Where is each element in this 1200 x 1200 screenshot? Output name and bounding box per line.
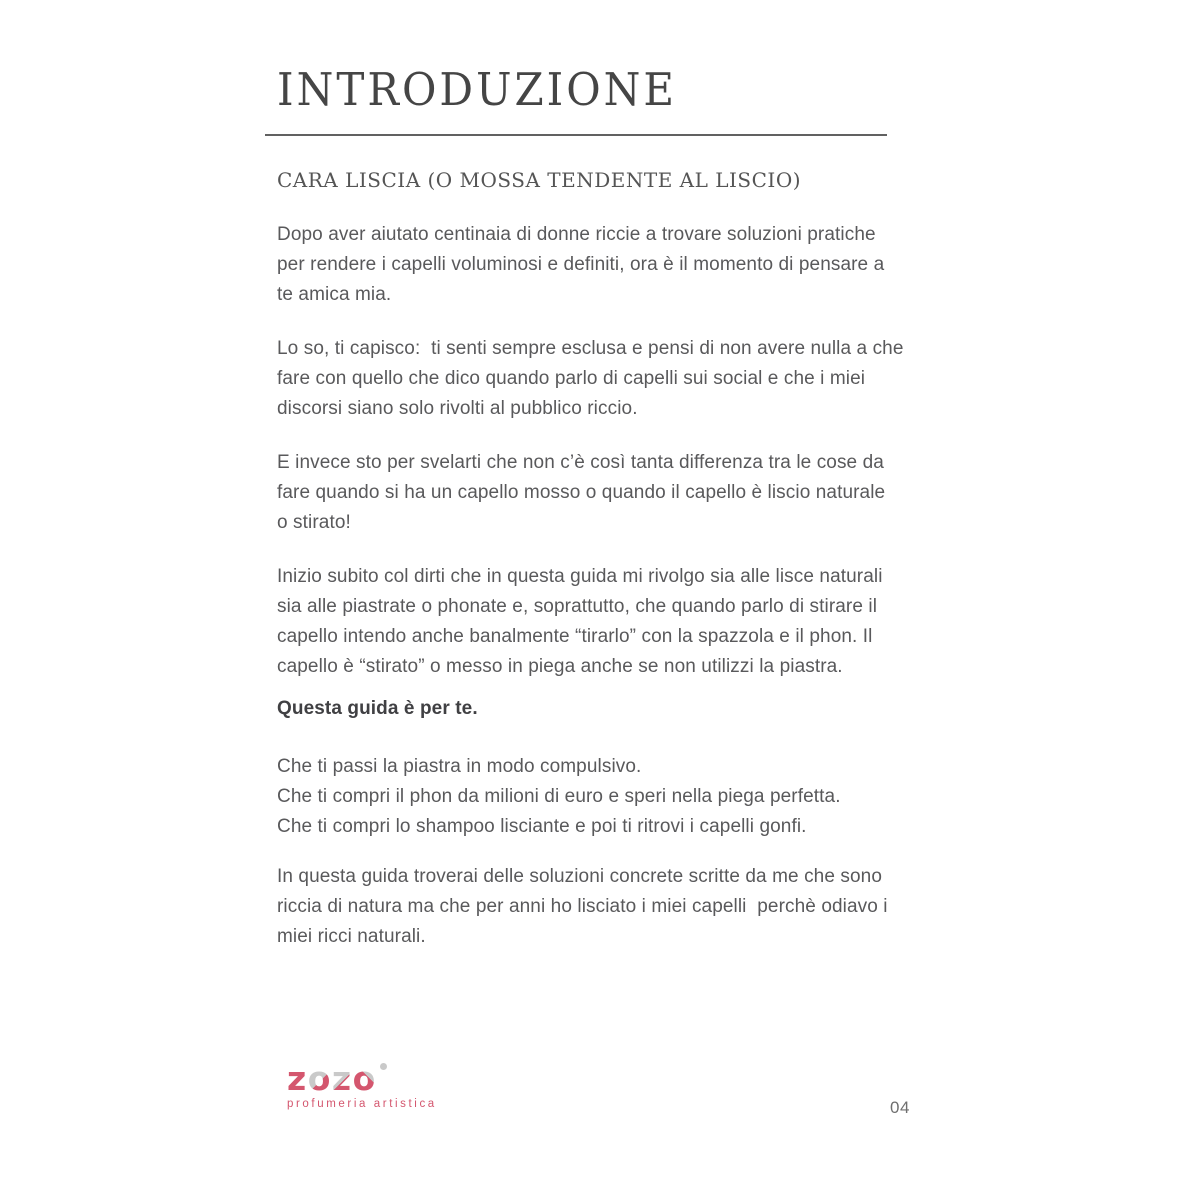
brand-logo	[287, 1059, 437, 1111]
statement-line: Che ti compri il phon da milioni di euro e speri nella piega perfetta.	[277, 786, 841, 807]
page-content	[277, 63, 957, 952]
logo-letter: z	[331, 1059, 353, 1098]
paragraph-line: Inizio subito col dirti che in questa guida mi rivolgo sia alle lisce naturali	[277, 566, 883, 587]
statement-line: Che ti compri lo shampoo lisciante e poi ti ritrovi i capelli gonfi.	[277, 816, 807, 837]
paragraph-line: capello intendo anche banalmente “tirarlo” con la spazzola e il phon. Il	[277, 626, 873, 647]
bold-heading: Questa guida è per te.	[277, 698, 478, 719]
paragraph-line: sia alle piastrate o phonate e, soprattutto, che quando parlo di stirare il	[277, 596, 878, 617]
paragraph	[277, 220, 957, 310]
paragraph-line: riccia di natura ma che per anni ho lisciato i miei capelli perchè odiavo i	[277, 896, 888, 917]
paragraph	[277, 562, 957, 682]
logo-letter: o	[352, 1059, 377, 1098]
logo-wordmark	[287, 1059, 377, 1098]
paragraph	[277, 448, 957, 538]
paragraph-line: capello è “stirato” o messo in piega anche se non utilizzi la piastra.	[277, 656, 843, 677]
paragraph-line: discorsi siano solo rivolti al pubblico riccio.	[277, 398, 638, 419]
logo-tagline: profumeria artistica	[287, 1098, 437, 1110]
logo-letter: o	[307, 1059, 332, 1098]
paragraph-line: fare con quello che dico quando parlo di capelli sui social e che i miei	[277, 368, 866, 389]
logo-dot-icon	[380, 1063, 387, 1070]
closing-paragraph	[277, 862, 957, 952]
logo-letter: z	[287, 1059, 308, 1098]
paragraph-line: fare quando si ha un capello mosso o quando il capello è liscio naturale	[277, 482, 886, 503]
page-number: 04	[890, 1098, 910, 1117]
paragraph-line: te amica mia.	[277, 284, 392, 305]
paragraph-line: In questa guida troverai delle soluzioni concrete scritte da me che sono	[277, 866, 882, 887]
paragraph-line: Lo so, ti capisco: ti senti sempre esclusa e pensi di non avere nulla a che	[277, 338, 904, 359]
paragraph-line: Dopo aver aiutato centinaia di donne riccie a trovare soluzioni pratiche	[277, 224, 876, 245]
paragraph-line: o stirato!	[277, 512, 351, 533]
statement-list	[277, 752, 957, 842]
page-title: INTRODUZIONE	[277, 63, 678, 116]
title-divider	[265, 134, 887, 136]
paragraph-line: miei ricci naturali.	[277, 926, 426, 947]
paragraph-line: E invece sto per svelarti che non c’è così tanta differenza tra le cose da	[277, 452, 884, 473]
paragraph-line: per rendere i capelli voluminosi e definiti, ora è il momento di pensare a	[277, 254, 885, 275]
paragraph	[277, 334, 957, 424]
section-subtitle: CARA LISCIA (O MOSSA TENDENTE AL LISCIO)	[277, 168, 802, 192]
statement-line: Che ti passi la piastra in modo compulsivo.	[277, 756, 642, 777]
